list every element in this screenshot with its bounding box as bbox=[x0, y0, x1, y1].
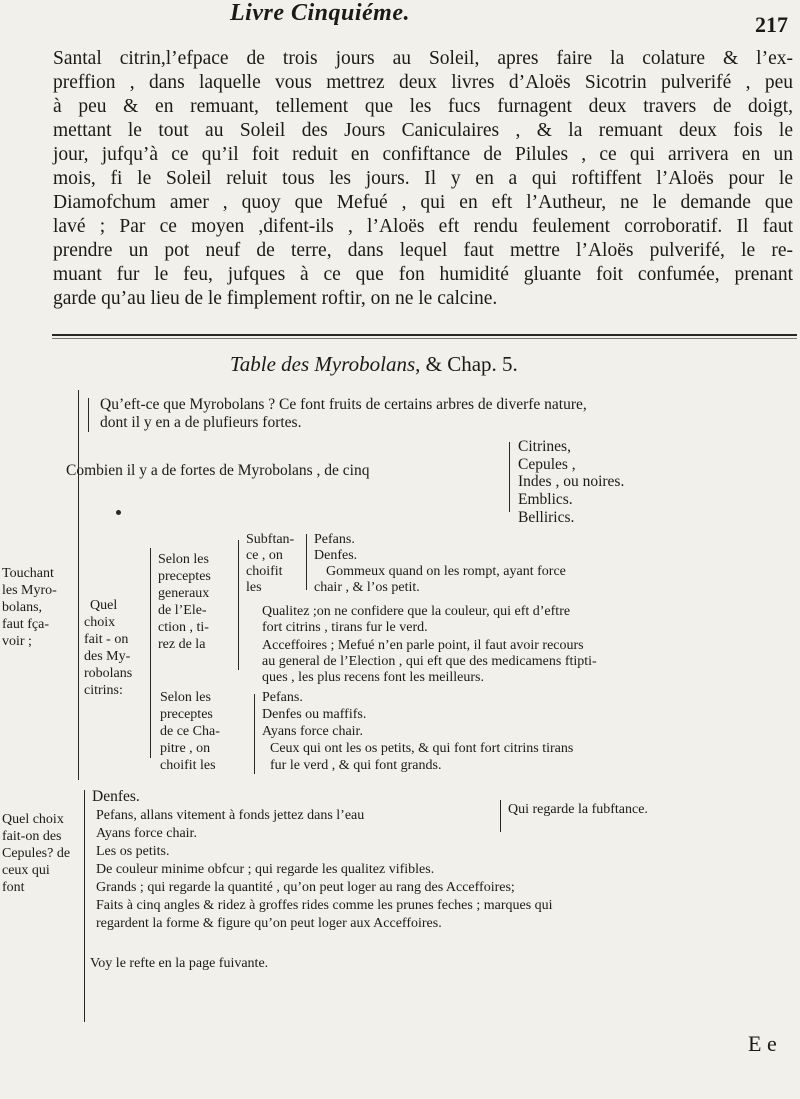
chapitre-label-line: preceptes bbox=[160, 707, 213, 722]
chapitre-brace bbox=[254, 694, 255, 774]
quel-choix-label-line: citrins: bbox=[84, 683, 123, 698]
qualite-line: au general de l’Election , qui eft que des medicamens ftipti- bbox=[262, 654, 597, 669]
cepules-item: regardent la forme & figure qu’on peut loger aux Acceffoires. bbox=[96, 916, 442, 931]
cepules-label-line: fait-on des bbox=[2, 829, 62, 844]
substance-label-line: Subftan- bbox=[246, 532, 295, 547]
paragraph-line: mois, fi le Soleil reluit tous les jours. Il y en a qui roftiffent l’Aloës pour le bbox=[53, 168, 793, 189]
quel-choix-label-line: des My- bbox=[84, 649, 131, 664]
paragraph-line: garde qu’au lieu de le fimplement roftir, on ne le calcine. bbox=[53, 288, 498, 309]
substance-brace bbox=[306, 534, 307, 590]
cepules-item: De couleur minime obfcur ; qui regarde les qualitez vifibles. bbox=[96, 862, 435, 877]
touchant-label-line: voir ; bbox=[2, 634, 32, 649]
cepules-item: Grands ; qui regarde la quantité , qu’on peut loger au rang des Acceffoires; bbox=[96, 880, 515, 895]
quel-choix-label-line: robolans bbox=[84, 666, 133, 681]
touchant-label-line: faut fça- bbox=[2, 617, 50, 632]
paragraph-line: jour, jufqu’à ce qu’il foit reduit en confiftance de Pilules , ce qui arrivera en un bbox=[53, 144, 793, 165]
substance-item: Gommeux quand on les rompt, ayant force bbox=[326, 564, 566, 579]
chapitre-item: Ayans force chair. bbox=[262, 724, 363, 739]
qualite-line: Qualitez ;on ne confidere que la couleur, qui eft d’eftre bbox=[262, 604, 571, 619]
substance-note: Qui regarde la fubftance. bbox=[508, 802, 648, 817]
quel-choix-label-line: choix bbox=[84, 615, 116, 630]
paragraph-line: à peu & en remuant, tellement que les fucs furnagent deux travers de doigt, bbox=[53, 96, 793, 117]
substance-note-brace bbox=[500, 800, 501, 832]
intro-line: Qu’eft-ce que Myrobolans ? Ce font fruits de certains arbres de diverfe nature, bbox=[100, 396, 587, 413]
cepules-item: Pefans, allans vitement à fonds jettez dans l’eau bbox=[96, 808, 365, 823]
quel-choix-label-line: fait - on bbox=[84, 632, 129, 647]
section-divider bbox=[52, 334, 797, 336]
paragraph-line: muant fur le feu, jufques à ce que fon humidité gluante foit confumée, prenant bbox=[53, 264, 793, 285]
paragraph-line: lavé ; Par ce moyen ,difent-ils , l’Aloës eft rendu feulement corroboratif. Il faut bbox=[53, 216, 793, 237]
selon-label-line: rez de la bbox=[158, 637, 206, 652]
quel-choix-label-line: Quel bbox=[90, 598, 118, 613]
signature-mark: E e bbox=[748, 1031, 777, 1056]
qualite-line: ques , les plus recens font les meilleurs. bbox=[262, 670, 485, 685]
selon-label-line: generaux bbox=[158, 586, 210, 601]
chapitre-label-line: pitre , on bbox=[160, 741, 211, 756]
paragraph-line: prendre un pot neuf de terre, dans lequel faut mettre l’Aloës pulverifé, le re- bbox=[53, 240, 793, 261]
paragraph-line: mettant le tout au Soleil des Jours Caniculaires , & la remuant deux fois le bbox=[53, 120, 793, 141]
sorte-item: Cepules , bbox=[518, 456, 576, 473]
cepules-label-line: ceux qui bbox=[2, 863, 50, 878]
section-divider-thin bbox=[52, 338, 797, 339]
running-head-title: Livre Cinquiéme. bbox=[230, 0, 410, 26]
sortes-brace bbox=[509, 442, 510, 512]
substance-label-line: choifit bbox=[246, 564, 283, 579]
paragraph-line: preffion , dans laquelle vous mettrez deux livres d’Aloës Sicotrin pulverifé , peu bbox=[53, 72, 793, 93]
chapitre-item: Pefans. bbox=[262, 690, 303, 705]
chapitre-item: Ceux qui ont les os petits, & qui font fort citrins tirans bbox=[270, 741, 574, 756]
selon-label-line: ction , ti- bbox=[158, 620, 209, 635]
qualite-line: Acceffoires ; Mefué n’en parle point, il faut avoir recours bbox=[262, 638, 584, 653]
chapitre-label-line: choifit les bbox=[160, 758, 216, 773]
sorte-item: Indes , ou noires. bbox=[518, 473, 625, 490]
cepules-label-line: Cepules? de bbox=[2, 846, 71, 861]
sorte-item: Citrines, bbox=[518, 438, 571, 455]
substance-item: Pefans. bbox=[314, 532, 355, 547]
touchant-label-line: bolans, bbox=[2, 600, 43, 615]
selon-label-line: preceptes bbox=[158, 569, 211, 584]
quel-choix-brace bbox=[150, 548, 151, 758]
touchant-brace bbox=[78, 390, 79, 780]
touchant-label-line: Touchant bbox=[2, 566, 54, 581]
cepules-label-line: font bbox=[2, 880, 25, 895]
chapitre-item: fur le verd , & qui font grands. bbox=[270, 758, 442, 773]
selon-label-line: Selon les bbox=[158, 552, 209, 567]
table-title-italic: Table des Myrobolans bbox=[230, 352, 416, 376]
voy-reste-note: Voy le refte en la page fuivante. bbox=[90, 956, 269, 971]
cepules-brace bbox=[84, 790, 85, 1022]
combien-question: Combien il y a de fortes de Myrobolans , de cinq bbox=[66, 462, 370, 479]
sorte-item: Emblics. bbox=[518, 491, 573, 508]
intro-line: dont il y en a de plufieurs fortes. bbox=[100, 414, 302, 431]
table-title bbox=[230, 352, 518, 377]
substance-item: Denfes. bbox=[314, 548, 358, 563]
substance-item: chair , & l’os petit. bbox=[314, 580, 420, 595]
selon-brace bbox=[238, 540, 239, 670]
cepules-item: Ayans force chair. bbox=[96, 826, 197, 841]
substance-label-line: ce , on bbox=[246, 548, 283, 563]
page-number: 217 bbox=[755, 12, 788, 37]
cepules-item: Faits à cinq angles & ridez à groffes rides comme les prunes feches ; marques qui bbox=[96, 898, 553, 913]
chapitre-label-line: Selon les bbox=[160, 690, 211, 705]
intro-brace bbox=[88, 398, 89, 432]
cepules-label-line: Quel choix bbox=[2, 812, 64, 827]
cepules-item: Denfes. bbox=[92, 788, 140, 805]
touchant-label-line: les Myro- bbox=[2, 583, 57, 598]
chapitre-label-line: de ce Cha- bbox=[160, 724, 220, 739]
bullet-dot bbox=[116, 510, 121, 515]
table-title-rest: , & Chap. 5. bbox=[415, 352, 518, 376]
cepules-item: Les os petits. bbox=[96, 844, 170, 859]
chapitre-item: Denfes ou maffifs. bbox=[262, 707, 367, 722]
sorte-item: Bellirics. bbox=[518, 509, 575, 526]
selon-label-line: de l’Ele- bbox=[158, 603, 207, 618]
substance-label-line: les bbox=[246, 580, 262, 595]
qualite-line: fort citrins , tirans fur le verd. bbox=[262, 620, 428, 635]
paragraph-line: Diamofchum amer , quoy que Mefué , qui en eft l’Autheur, ne le demande que bbox=[53, 192, 793, 213]
paragraph-line: Santal citrin,l’efpace de trois jours au Soleil, apres faire la colature & l’ex- bbox=[53, 48, 793, 69]
